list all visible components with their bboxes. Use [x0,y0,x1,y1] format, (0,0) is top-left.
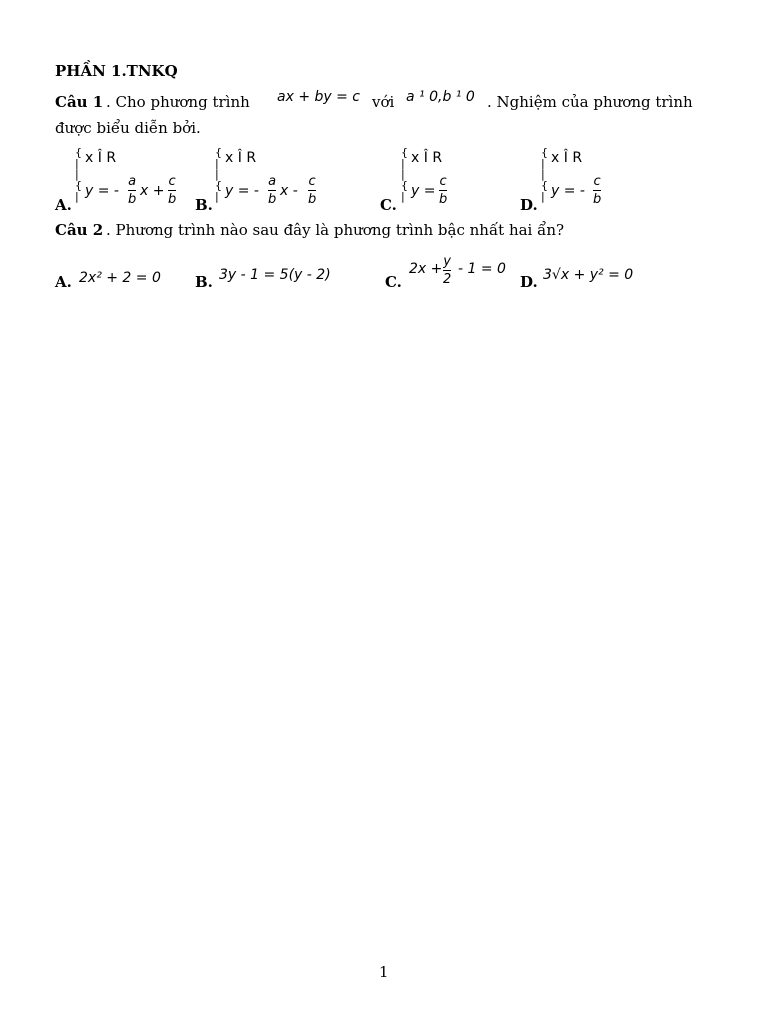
fraction: c b [439,174,448,207]
question-1-condition: a ¹ 0,b ¹ 0 [406,89,475,105]
question-1-text-b: với [372,93,395,111]
question-2-text: . Phương trình nào sau đây là phương trình bậc nhất hai ẩn? [106,221,565,239]
brace-icon: { | | { | [401,146,408,203]
question-2-option-b: 3y - 1 = 5(y - 2) [219,267,331,283]
section-title: PHẦN 1.TNKQ [55,62,178,80]
fraction: c b [593,174,602,207]
question-2-option-d: 3√x + y² = 0 [543,267,634,283]
question-2-option-c-pre: 2x + [409,261,443,277]
question-2-option-c-key: C. [385,273,402,291]
option-line-1: x Î R [551,150,583,166]
option-line-2: y = [411,183,436,199]
question-2-label: Câu 2 [55,221,104,239]
option-mid: x - [280,183,298,199]
option-line-1: x Î R [225,150,257,166]
question-2-option-b-key: B. [195,273,213,291]
fraction: a b [268,174,277,207]
question-1-text-c: . Nghiệm của phương trình [487,93,693,111]
page-number: 1 [379,963,389,981]
question-2-option-c-post: - 1 = 0 [458,261,506,277]
question-1-equation: ax + by = c [277,89,360,105]
option-line-2: y = - [85,183,119,199]
option-line-2: y = - [551,183,585,199]
option-line-1: x Î R [411,150,443,166]
brace-icon: { | | { | [541,146,548,203]
fraction: y 2 [443,254,452,287]
question-2-option-d-key: D. [520,273,538,291]
brace-icon: { | | { | [75,146,82,203]
option-line-2: y = - [225,183,259,199]
option-key: D. [520,196,538,214]
fraction: c b [168,174,177,207]
option-key: A. [55,196,72,214]
question-2-option-a: 2x² + 2 = 0 [79,270,161,286]
fraction: c b [308,174,317,207]
option-mid: x + [140,183,165,199]
question-1-text-d: được biểu diễn bởi. [55,119,201,137]
brace-icon: { | | { | [215,146,222,203]
question-1-text-a: . Cho phương trình [106,93,250,111]
fraction: a b [128,174,137,207]
option-key: B. [195,196,213,214]
option-line-1: x Î R [85,150,117,166]
question-2-option-a-key: A. [55,273,72,291]
question-1-label: Câu 1 [55,93,104,111]
option-key: C. [380,196,397,214]
